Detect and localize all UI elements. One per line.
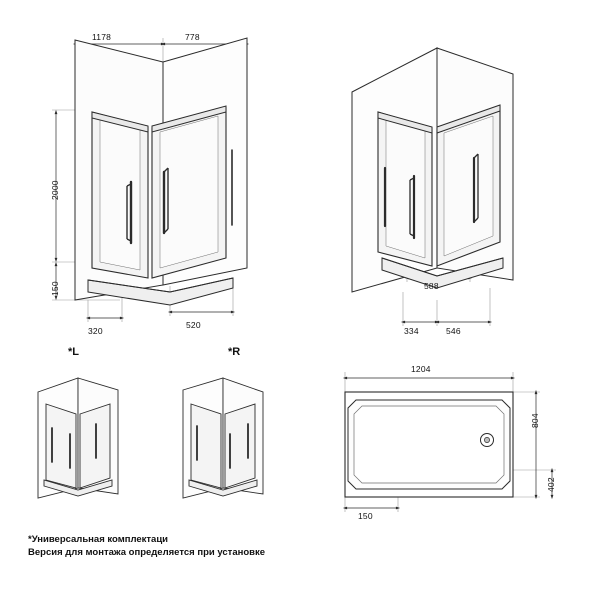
dim-320: 320: [88, 326, 103, 336]
dim-1178: 1178: [92, 32, 112, 42]
dim-150-plan: 150: [358, 511, 373, 521]
view-variant-left: [38, 378, 118, 498]
note-line-2: Версия для монтажа определяется при установке: [28, 547, 266, 558]
dimension-lines-bottom-left: [88, 312, 233, 318]
tray-basin: [354, 406, 504, 483]
dim-150: 150: [50, 281, 60, 296]
dim-520: 520: [186, 320, 201, 330]
dim-334: 334: [404, 326, 419, 336]
view-tray-plan: [345, 372, 556, 512]
view-variant-right: [183, 378, 263, 498]
glass-doors-right-view-left-wing: [378, 112, 432, 266]
dim-588: 588: [424, 281, 439, 291]
dim-402: 402: [546, 477, 556, 492]
glass-doors-right-wing: [152, 108, 232, 278]
dim-546: 546: [446, 326, 461, 336]
dim-804: 804: [530, 413, 540, 428]
drain-center-icon: [484, 437, 489, 442]
view-front-left: [52, 38, 247, 322]
dim-778: 778: [185, 32, 200, 42]
dim-2000: 2000: [50, 180, 60, 200]
note-line-1: *Универсальная комплектаци: [28, 534, 169, 545]
variant-right-label: *R: [228, 346, 241, 358]
dim-1204: 1204: [411, 364, 431, 374]
glass-doors-left-wing: [92, 112, 148, 278]
variant-left-label: *L: [68, 346, 79, 358]
